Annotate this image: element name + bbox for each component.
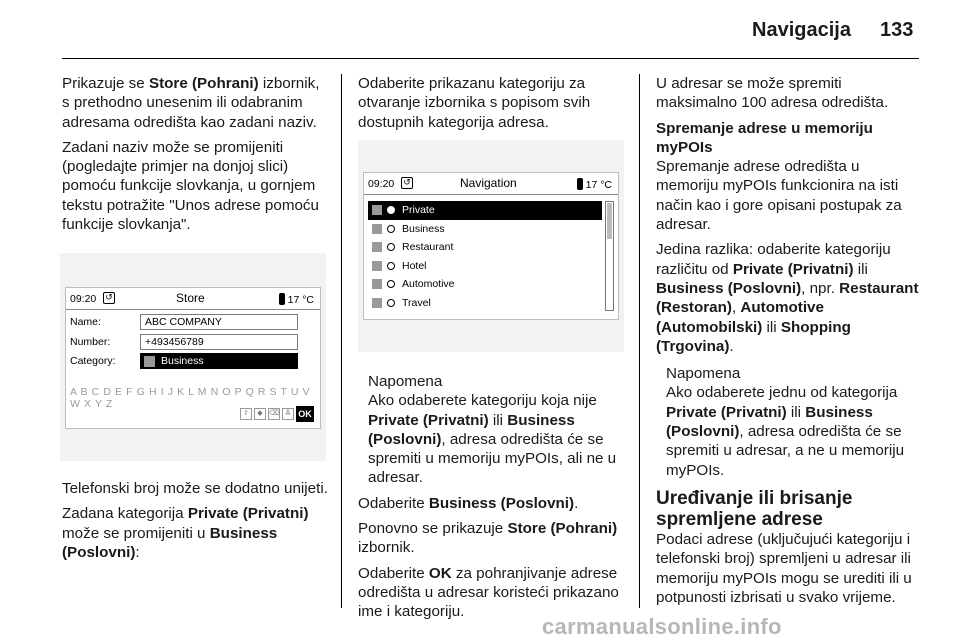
category-list [368,201,602,312]
col3-heading-mypois: Spremanje adrese u memoriju myPOIs [656,119,873,156]
radio-icon [387,206,395,214]
column-divider-1 [341,74,342,608]
col1-paragraph-1: Prikazuje se Store (Pohrani) izbornik, s prethodno unesenim ili odabranim adresama odredišta kao zadani naziv. [62,75,320,131]
list-item-travel[interactable]: Travel [368,294,602,313]
radio-icon [387,225,395,233]
navigation-screen-figure [358,140,624,352]
column-1-lower [62,479,330,568]
thermometer-icon [279,293,285,305]
list-scrollbar[interactable] [605,201,614,311]
delete-icon[interactable]: ⌫ [268,408,280,420]
col3-note [666,364,922,480]
column-2 [358,74,628,138]
keyboard-controls [240,406,314,422]
temperature: 17 °C [577,178,612,191]
col2-paragraph-4: Odaberite OK za pohranjivanje adrese odredišta u adresar koristeći prikazano ime i kategoriju. [358,564,619,621]
header-rule [62,58,919,59]
note-text: Ako odaberete jednu od kategorija Private (Privatni) ili Business (Poslovni), adresa odredišta će se spremiti u adresar, a ne u memoriju myPOIs. [666,384,905,479]
store-screen [65,287,321,429]
list-item-automotive[interactable]: Automotive [368,275,602,294]
thermometer-icon [577,178,583,190]
back-icon[interactable]: ↺ [103,292,115,304]
temperature: 17 °C [279,293,314,306]
col2-paragraph-3: Ponovno se prikazuje Store (Pohrani) izbornik. [358,520,618,557]
store-screen-title: Store [176,291,205,305]
name-label: Name: [70,316,101,328]
clock: 09:20 [70,293,97,305]
automotive-icon [372,279,382,289]
category-label: Category: [70,355,116,367]
store-screen-figure [60,253,326,461]
col3-heading-edit: Uređivanje ili brisanje spremljene adrese [656,487,853,530]
list-item-hotel[interactable]: Hotel [368,257,602,276]
section-title: Navigacija [752,19,851,41]
radio-icon [387,262,395,270]
back-icon[interactable]: ↺ [401,177,413,189]
travel-icon [372,298,382,308]
scroll-thumb[interactable] [607,203,612,239]
ok-button[interactable]: OK [296,406,314,422]
nav-screen-title: Navigation [460,176,517,190]
category-field[interactable]: Business [140,353,298,369]
col2-paragraph-1: Odaberite prikazanu kategoriju za otvaranje izbornika s popisom svih dostupnih kategorija adresa. [358,75,591,131]
col3-paragraph-3: Jedina razlika: odaberite kategoriju različitu od Private (Privatni) ili Business (Poslovni), npr. Restaurant (Restoran), Automotive (Automobilski) ili Shopping (Trgovina). [656,241,919,355]
column-2-lower [358,364,628,628]
column-3 [656,74,922,613]
col2-note [368,372,628,488]
note-title: Napomena [368,373,443,390]
hotel-icon [372,261,382,271]
business-icon [144,356,155,367]
col1-paragraph-2: Zadani naziv može se promijeniti (pogledajte primjer na donjoj slici) pomoću funkcije slovkanja, u gornjem tekstu potražite "Unos adrese pomoću funkcije slovkanja". [62,138,319,234]
restaurant-icon [372,242,382,252]
private-icon [372,205,382,215]
radio-icon [387,243,395,251]
list-item-restaurant[interactable]: Restaurant [368,238,602,257]
page-header [0,0,960,60]
name-field[interactable]: ABC COMPANY [140,314,298,330]
list-item-business[interactable]: Business [368,220,602,239]
page-number: 133 [880,19,914,41]
radio-icon [387,299,395,307]
list-item-private[interactable]: Private [368,201,602,220]
special-chars-icon[interactable]: Ä [282,408,294,420]
radio-icon [387,280,395,288]
col3-paragraph-4: Podaci adrese (uključujući kategoriju i telefonski broj) spremljeni u adresar ili memoriju myPOIs mogu se urediti ili u potpunosti izbrisati u svako vrijeme. [656,530,912,606]
number-label: Number: [70,336,111,348]
store-status-bar [66,288,320,310]
col1-paragraph-3: Telefonski broj može se dodatno unijeti. [62,480,328,497]
nav-status-bar [364,173,618,195]
navigation-screen [363,172,619,320]
column-divider-2 [639,74,640,608]
business-icon [372,224,382,234]
cursor-icon[interactable]: ◆ [254,408,266,420]
col2-paragraph-2: Odaberite Business (Poslovni). [358,494,579,512]
shift-icon[interactable]: ⇧ [240,408,252,420]
col1-paragraph-4: Zadana kategorija Private (Privatni) može se promijeniti u Business (Poslovni): [62,505,309,561]
col3-paragraph-2: Spremanje adrese odredišta u memoriju myPOIs funkcionira na isti način kao i gore opisani postupak za adresar. [656,158,902,234]
note-title: Napomena [666,365,741,383]
spelling-alphabet[interactable]: A B C D E F G H I J K L M N O P Q R S T U V W X Y Z [70,386,311,410]
clock: 09:20 [368,178,395,190]
col3-paragraph-1: U adresar se može spremiti maksimalno 100 adresa odredišta. [656,75,889,112]
number-field[interactable]: +493456789 [140,334,298,350]
watermark: carmanualsonline.info [542,614,782,639]
column-1 [62,74,330,240]
note-text: Ako odaberete kategoriju koja nije Private (Privatni) ili Business (Poslovni), adresa odredišta će se spremiti u memoriju myPOIs, ali ne u adresar. [368,392,617,487]
